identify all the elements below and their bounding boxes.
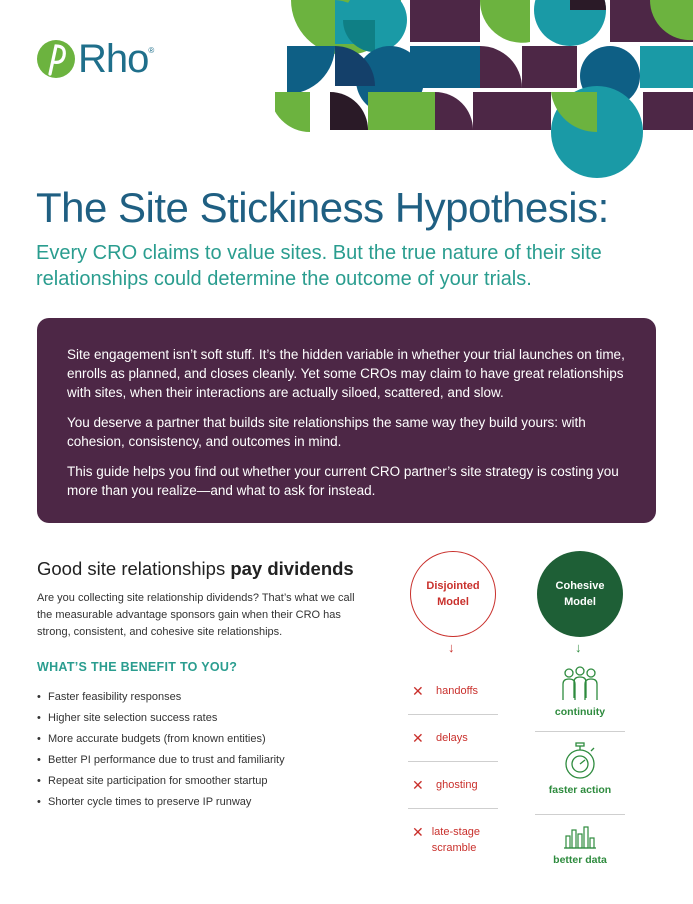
x-icon: ✕	[412, 824, 424, 840]
divider	[535, 814, 625, 815]
intro-paragraph-2: You deserve a partner that builds site relationships the same way they build yours: with cohesion, consistency, and outcomes in mind.	[67, 415, 586, 449]
dividends-heading	[37, 558, 354, 580]
rho-logo	[36, 36, 154, 82]
dividends-heading-bold: pay dividends	[230, 558, 354, 579]
stopwatch-icon	[562, 742, 598, 780]
cohesive-item-continuity	[537, 666, 623, 718]
intro-callout-box	[37, 318, 656, 523]
list-item: • Repeat site participation for smoother startup	[37, 771, 285, 792]
logo-wordmark: Rho	[78, 37, 149, 81]
list-item: • Better PI performance due to trust and familiarity	[37, 750, 285, 771]
arrow-down-icon: ↓	[448, 640, 455, 655]
arrow-down-icon: ↓	[575, 640, 582, 655]
x-icon: ✕	[412, 777, 424, 793]
disjointed-label-line2: Model	[437, 596, 469, 608]
disjointed-label-line1: Disjointed	[426, 580, 480, 592]
cohesive-item-label: continuity	[554, 706, 606, 718]
disjointed-item-label: ghosting	[436, 779, 478, 791]
cohesive-item-faster-action	[537, 742, 623, 796]
disjointed-item-label: delays	[436, 732, 468, 744]
cohesive-label-line1: Cohesive	[555, 580, 605, 592]
list-item: • Faster feasibility responses	[37, 687, 285, 708]
disjointed-item-delays	[412, 730, 498, 746]
cohesive-model-circle	[537, 551, 623, 637]
cohesive-label-line2: Model	[564, 596, 596, 608]
dividends-heading-plain: Good site relationships	[37, 558, 231, 579]
list-item: • More accurate budgets (from known entities)	[37, 729, 285, 750]
cohesive-item-better-data	[537, 826, 623, 866]
disjointed-item-late-stage-scramble	[412, 824, 498, 856]
disjointed-item-handoffs	[412, 683, 498, 699]
page-subtitle: Every CRO claims to value sites. But the true nature of their site relationships could determine the outcome of your trials.	[36, 242, 602, 290]
divider	[408, 714, 498, 715]
dividends-body: Are you collecting site relationship dividends? That’s what we call the measurable advantage sponsors gain when their CRO has strong, consistent, and cohesive site relationships.	[37, 592, 355, 638]
disjointed-item-label: handoffs	[436, 685, 479, 697]
disjointed-model-circle	[410, 551, 496, 637]
x-icon: ✕	[412, 730, 424, 746]
divider	[408, 808, 498, 809]
intro-paragraph-3: This guide helps you find out whether your current CRO partner’s site strategy is costing you more than you realize—and what to ask for instead.	[67, 464, 619, 498]
divider	[535, 731, 625, 732]
disjointed-item-label: late-stage scramble	[431, 826, 481, 854]
decorative-pattern	[275, 0, 693, 178]
benefit-heading: WHAT’S THE BENEFIT TO YOU?	[37, 660, 238, 674]
list-item: • Shorter cycle times to preserve IP runway	[37, 792, 285, 813]
logo-registered-mark: ®	[148, 45, 155, 55]
cohesive-item-label: faster action	[548, 784, 612, 796]
benefit-list	[37, 687, 285, 813]
rho-logo-mark	[36, 36, 76, 82]
page-title: The Site Stickiness Hypothesis:	[36, 184, 609, 231]
cohesive-item-label: better data	[553, 854, 607, 866]
bar-chart-icon	[563, 826, 597, 850]
intro-paragraph-1: Site engagement isn’t soft stuff. It’s the hidden variable in whether your trial launches on time, enrolls as planned, and closes cleanly. Yet some CROs may claim to have great relationships with sites, when their interactions are actually siloed, scattered, and slow.	[67, 347, 625, 400]
x-icon: ✕	[412, 683, 424, 699]
people-group-icon	[560, 666, 600, 702]
disjointed-item-ghosting	[412, 777, 498, 793]
list-item: • Higher site selection success rates	[37, 708, 285, 729]
divider	[408, 761, 498, 762]
